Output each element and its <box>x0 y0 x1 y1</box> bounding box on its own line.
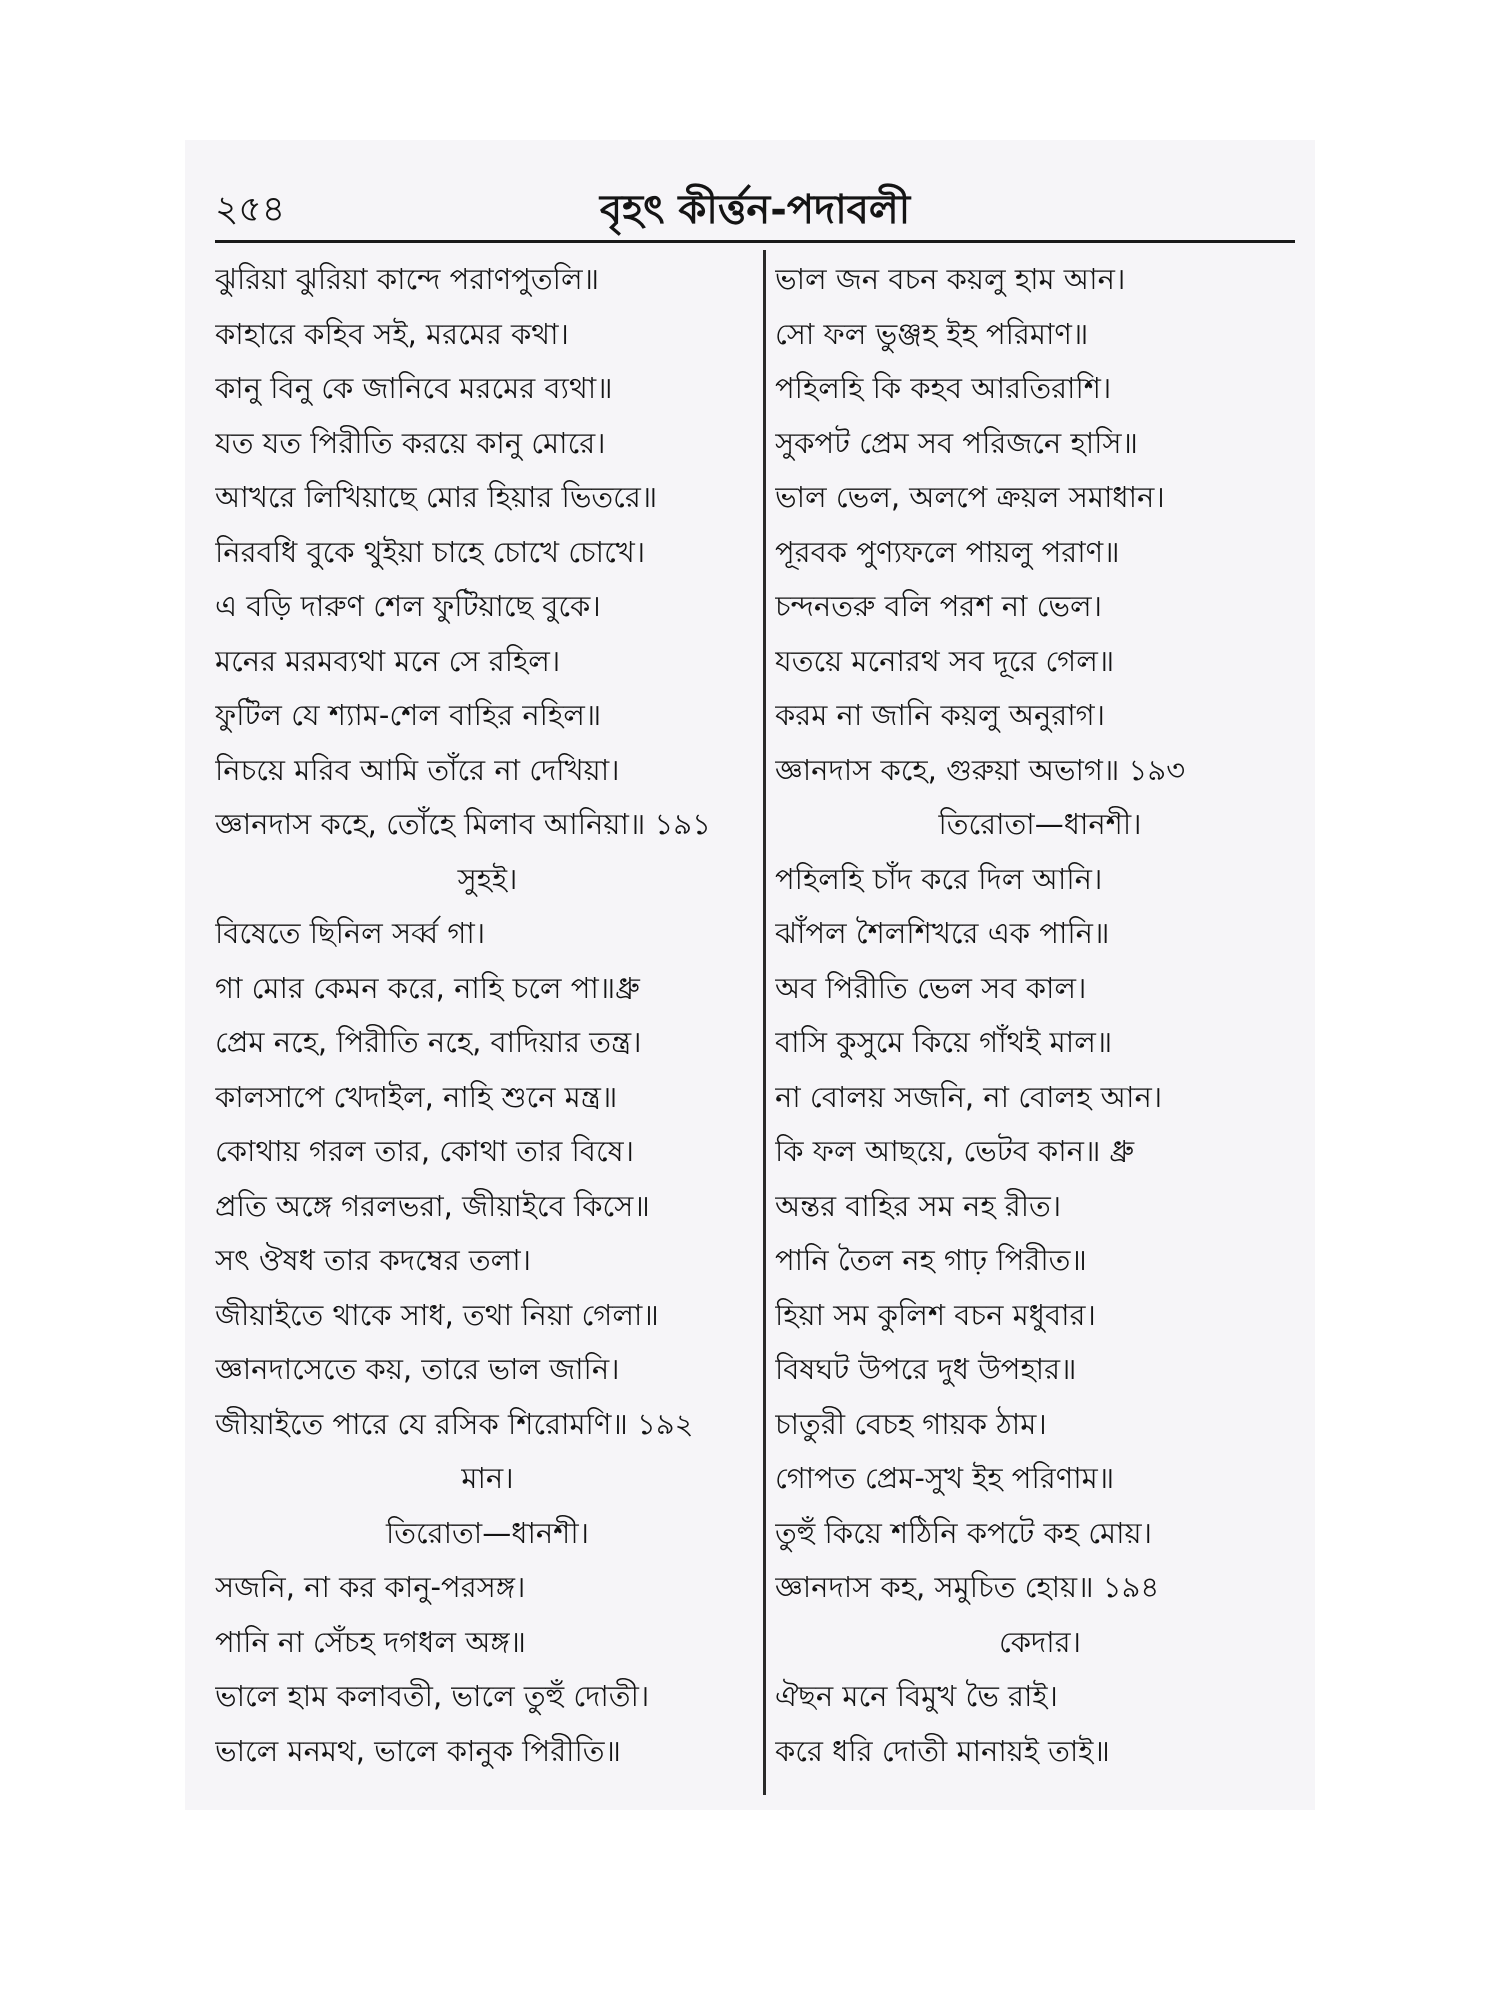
verse-line: হিয়া সম কুলিশ বচন মধুবার। <box>775 1297 1096 1332</box>
verse-line: তুহুঁ কিয়ে শঠিনি কপটে কহ মোয়। <box>775 1515 1152 1550</box>
verse-line: নিচয়ে মরিব আমি তাঁরে না দেখিয়া। <box>215 752 620 787</box>
verse-line: জ্ঞানদাস কহে, গুরুয়া অভাগ॥ ১৯৩ <box>775 752 1186 787</box>
verse-line: ভাল ভেল, অলপে ক্রয়ল সমাধান। <box>775 480 1165 514</box>
verse-line: জ্ঞানদাস কহ, সমুচিত হোয়॥ ১৯৪ <box>775 1570 1160 1604</box>
verse-line: সৎ ঔষধ তার কদম্বের তলা। <box>215 1243 532 1277</box>
verse-line: নিরবধি বুকে থুইয়া চাহে চোখে চোখে। <box>215 534 646 569</box>
section-heading: মান। <box>461 1461 514 1495</box>
verse-line: প্রেম নহে, পিরীতি নহে, বাদিয়ার তন্ত্র। <box>215 1025 642 1059</box>
verse-line: পূরবক পুণ্যফলে পায়লু পরাণ॥ <box>775 534 1120 569</box>
verse-line: ঐছন মনে বিমুখ ভৈ রাই। <box>775 1679 1058 1713</box>
verse-line: অব পিরীতি ভেল সব কাল। <box>775 970 1087 1005</box>
verse-line: যতয়ে মনোরথ সব দূরে গেল॥ <box>775 643 1115 678</box>
verse-line: ফুটিল যে শ্যাম-শেল বাহির নহিল॥ <box>215 698 602 732</box>
right-column <box>775 252 1305 1778</box>
verse-line: জ্ঞানদাসেতে কয়, তারে ভাল জানি। <box>215 1352 620 1386</box>
section-heading: তিরোতা—ধানশী। <box>938 807 1142 841</box>
verse-line: সুকপট প্রেম সব পরিজনে হাসি॥ <box>775 425 1138 460</box>
verse-line: ভালে মনমথ, ভালে কানুক পিরীতি॥ <box>215 1733 621 1768</box>
verse-line: কানু বিনু কে জানিবে মরমের ব্যথা॥ <box>215 371 613 405</box>
left-column <box>215 252 760 1778</box>
page-header <box>215 170 1295 250</box>
verse-line: ঝুরিয়া ঝুরিয়া কান্দে পরাণপুতলি॥ <box>215 262 599 296</box>
verse-line: পহিলহি চাঁদ করে দিল আনি। <box>775 861 1103 896</box>
verse-line: জীয়াইতে থাকে সাধ, তথা নিয়া গেলা॥ <box>215 1297 659 1332</box>
verse-line: ভালে হাম কলাবতী, ভালে তুহুঁ দোতী। <box>215 1679 650 1713</box>
verse-line: বিষঘট উপরে দুধ উপহার॥ <box>775 1352 1077 1386</box>
verse-line: কাহারে কহিব সই, মরমের কথা। <box>215 316 569 351</box>
verse-line: মনের মরমব্যথা মনে সে রহিল। <box>215 643 561 678</box>
verse-line: অন্তর বাহির সম নহ রীত। <box>775 1188 1062 1223</box>
verse-line: ভাল জন বচন কয়লু হাম আন। <box>775 262 1126 296</box>
verse-line: না বোলয় সজনি, না বোলহ আন। <box>775 1079 1163 1114</box>
verse-line: প্রতি অঙ্গে গরলভরা, জীয়াইবে কিসে॥ <box>215 1188 650 1223</box>
column-divider <box>763 250 766 1795</box>
header-rule <box>215 240 1295 243</box>
verse-line: বিষেতে ছিনিল সর্ব্ব গা। <box>215 916 486 950</box>
book-page <box>185 140 1315 1810</box>
verse-line: গা মোর কেমন করে, নাহি চলে পা॥ধ্রু <box>215 970 640 1005</box>
section-heading: তিরোতা—ধানশী। <box>385 1515 590 1550</box>
verse-line: কালসাপে খেদাইল, নাহি শুনে মন্ত্র॥ <box>215 1079 618 1114</box>
verse-line: পানি তৈল নহ গাঢ় পিরীত॥ <box>775 1243 1087 1277</box>
verse-line: সো ফল ভুঞ্জহ ইহ পরিমাণ॥ <box>775 316 1089 351</box>
verse-line: যত যত পিরীতি করয়ে কানু মোরে। <box>215 425 606 460</box>
verse-line: করে ধরি দোতী মানায়ই তাই॥ <box>775 1733 1110 1768</box>
verse-line: পানি না সেঁচহ দগধল অঙ্গ॥ <box>215 1624 526 1659</box>
section-heading: কেদার। <box>998 1624 1082 1659</box>
verse-line: কি ফল আছয়ে, ভেটব কান॥ ধ্রু <box>775 1134 1135 1168</box>
verse-line: জীয়াইতে পারে যে রসিক শিরোমণি॥ ১৯২ <box>215 1406 694 1441</box>
verse-line: কোথায় গরল তার, কোথা তার বিষে। <box>215 1134 634 1168</box>
verse-line: চাতুরী বেচহ গায়ক ঠাম। <box>775 1406 1047 1441</box>
verse-line: ঝাঁপল শৈলশিখরে এক পানি॥ <box>775 916 1110 950</box>
verse-line: গোপত প্রেম-সুখ ইহ পরিণাম॥ <box>775 1461 1115 1495</box>
verse-line: পহিলহি কি কহব আরতিরাশি। <box>775 371 1112 405</box>
verse-line: জ্ঞানদাস কহে, তোঁহে মিলাব আনিয়া॥ ১৯১ <box>215 807 711 841</box>
verse-line: এ বড়ি দারুণ শেল ফুটিয়াছে বুকে। <box>215 589 601 623</box>
section-heading: সুহই। <box>457 861 518 896</box>
running-title: বৃহৎ কীর্ত্তন-পদাবলী <box>599 187 911 233</box>
page-number: ২৫৪ <box>215 189 286 230</box>
verse-line: চন্দনতরু বলি পরশ না ভেল। <box>775 589 1103 623</box>
verse-line: বাসি কুসুমে কিয়ে গাঁথই মাল॥ <box>775 1025 1113 1059</box>
verse-line: সজনি, না কর কানু-পরসঙ্গ। <box>215 1570 526 1604</box>
verse-line: আখরে লিখিয়াছে মোর হিয়ার ভিতরে॥ <box>215 480 658 514</box>
verse-line: করম না জানি কয়লু অনুরাগ। <box>775 698 1106 732</box>
